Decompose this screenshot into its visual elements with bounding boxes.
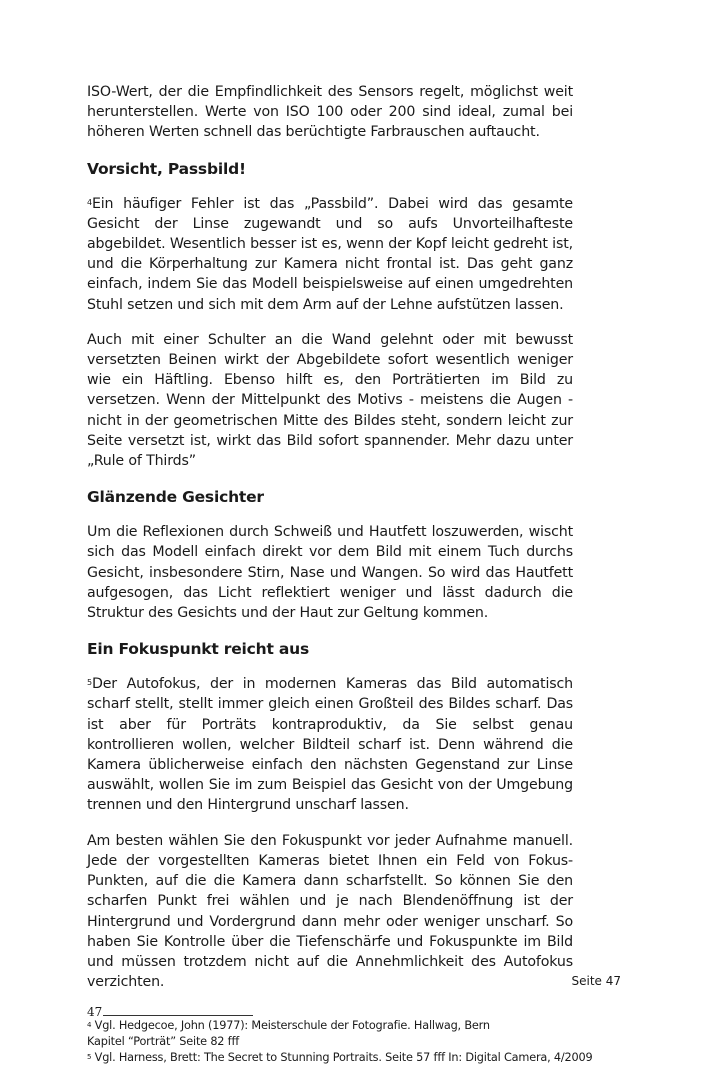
paragraph-fokus-2: Am besten wählen Sie den Fokuspunkt vor jeder Aufnahme manuell. Jede der vorgestellten Kameras bietet Ihnen ein Feld von Fokus-Punkten, auf die die Kamera dann scharfstellt. So können Sie den scharfen Punkt frei wählen und je nach Blendenöffnung ist der Hintergrund und Vordergrund dann mehr oder weniger unscharf. So haben Sie Kontrolle über die Tiefenschärfe und Fokuspunkte im Bild und müssen trotzdem nicht auf die Annehmlichkeit des Autofokus verzichten. bbox=[87, 832, 573, 991]
footnote-page-ref: 47 bbox=[87, 1005, 103, 1020]
page-number: Seite 47 bbox=[571, 974, 621, 988]
heading-vorsicht-passbild: Vorsicht, Passbild! bbox=[87, 159, 246, 178]
intro-paragraph: ISO-Wert, der die Empfindlichkeit des Sensors regelt, möglichst weit herunterstellen. Werte von ISO 100 oder 200 sind ideal, zumal bei höheren Werten schnell das berüchtigte Farbrauschen auftaucht. bbox=[87, 84, 573, 141]
footnote-separator bbox=[87, 1004, 573, 1018]
footnote-5-line-1: $^5$ Vgl. Harness, Brett: The Secret to Stunning Portraits. Seite 57 fff In: Digital Camera, 4/2009 bbox=[87, 1051, 593, 1065]
footnotes bbox=[87, 1004, 593, 1066]
paragraph-fokus-1: $^5$Der Autofokus, der in modernen Kameras das Bild automatisch scharf stellt, stellt immer gleich einen Großteil des Bildes scharf. Das ist aber für Porträts kontraproduktiv, da Sie selbst genau kontrollieren wollen, welcher Bildteil scharf ist. Denn während die Kamera üblicherweise einfach den nächsten Gegenstand zur Linse auswählt, wollen Sie im zum Beispiel das Gesicht von der Umgebung trennen und den Hintergrund unscharf lassen. bbox=[87, 676, 573, 814]
footnote-4-line-1: $^4$ Vgl. Hedgecoe, John (1977): Meisterschule der Fotografie. Hallwag, Bern bbox=[87, 1019, 490, 1033]
footnote-rule bbox=[103, 1015, 253, 1016]
footnote-4-line-2: Kapitel “Porträt” Seite 82 fff bbox=[87, 1035, 240, 1049]
paragraph-passbild-2: Auch mit einer Schulter an die Wand gelehnt oder mit bewusst versetzten Beinen wirkt der Abgebildete sofort wesentlich weniger wie ein Häftling. Ebenso hilft es, den Porträtierten im Bild zu versetzen. Wenn der Mittelpunkt des Motivs - meistens die Augen - nicht in der geometrischen Mitte des Bildes steht, sondern leicht zur Seite versetzt ist, wirkt das Bild sofort spannender. Mehr dazu unter „Rule of Thirds” bbox=[87, 331, 573, 470]
footnote-ref-4[interactable]: 4 bbox=[87, 197, 92, 207]
paragraph-gesichter-1: Um die Reflexionen durch Schweiß und Hautfett loszuwerden, wischt sich das Modell einfach direkt vor dem Bild mit einem Tuch durchs Gesicht, insbesondere Stirn, Nase und Wangen. So wird das Hautfett aufgesogen, das Licht reflektiert weniger und lässt dadurch die Struktur des Gesichts und der Haut zur Geltung kommen. bbox=[87, 524, 573, 622]
paragraph-passbild-1: $^4$Ein häufiger Fehler ist das „Passbild”. Dabei wird das gesamte Gesicht der Linse zugewandt und so aufs Unvorteilhafteste abgebildet. Wesentlich besser ist es, wenn der Kopf leicht gedreht ist, und die Körperhaltung zur Kamera nicht frontal ist. Das geht ganz einfach, indem Sie das Modell beispielsweise auf einen umgedrehten Stuhl setzen und sich mit dem Arm auf der Lehne aufstützen lassen. bbox=[87, 195, 573, 313]
heading-fokuspunkt: Ein Fokuspunkt reicht aus bbox=[87, 640, 310, 659]
heading-glaenzende-gesichter: Glänzende Gesichter bbox=[87, 488, 264, 507]
footnote-ref-5[interactable]: 5 bbox=[87, 678, 92, 688]
document-page bbox=[87, 82, 593, 1066]
